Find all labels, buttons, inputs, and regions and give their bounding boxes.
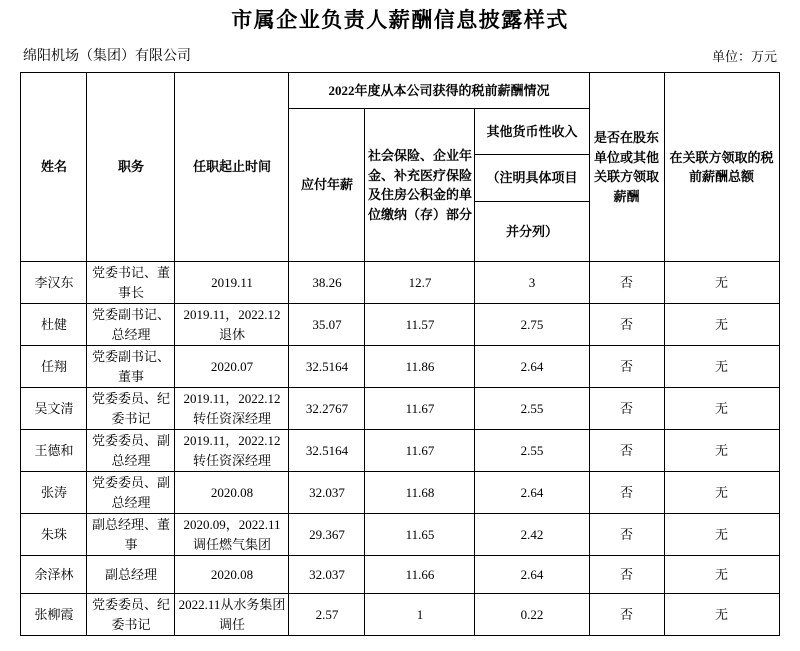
cell-term: 2020.08	[175, 556, 289, 594]
cell-insurance: 1	[365, 594, 475, 636]
cell-related-total: 无	[664, 556, 779, 594]
table-row	[21, 346, 779, 388]
cell-insurance: 11.65	[365, 514, 475, 556]
cell-other-income: 2.42	[475, 514, 589, 556]
table-row	[21, 514, 779, 556]
cell-other-income: 2.55	[475, 430, 589, 472]
cell-term: 2019.11，2022.12转任资深经理	[175, 430, 289, 472]
table-row	[21, 388, 779, 430]
cell-position: 党委副书记、总经理	[87, 304, 175, 346]
cell-insurance: 11.86	[365, 346, 475, 388]
cell-annual-salary: 32.037	[289, 472, 365, 514]
cell-related-flag: 否	[589, 594, 664, 636]
sub-header	[0, 47, 800, 66]
cell-other-income: 3	[475, 262, 589, 304]
header-cell-annual-salary: 应付年薪	[289, 109, 365, 262]
cell-position: 党委副书记、董事	[87, 346, 175, 388]
cell-related-flag: 否	[589, 262, 664, 304]
table-row	[21, 472, 779, 514]
cell-insurance: 11.57	[365, 304, 475, 346]
header-cell-other-income-2: （注明具体项目	[475, 155, 589, 202]
cell-related-flag: 否	[589, 304, 664, 346]
cell-name: 张涛	[21, 472, 87, 514]
cell-position: 副总经理	[87, 556, 175, 594]
cell-term: 2022.11从水务集团调任	[175, 594, 289, 636]
cell-other-income: 2.75	[475, 304, 589, 346]
company-name: 绵阳机场（集团）有限公司	[23, 49, 191, 64]
cell-position: 党委委员、纪委书记	[87, 594, 175, 636]
cell-position: 党委书记、董事长	[87, 262, 175, 304]
cell-other-income: 2.64	[475, 556, 589, 594]
cell-related-flag: 否	[589, 472, 664, 514]
cell-annual-salary: 32.5164	[289, 346, 365, 388]
cell-name: 任翔	[21, 346, 87, 388]
header-cell-insurance: 社会保险、企业年金、补充医疗保险及住房公积金的单位缴纳（存）部分	[365, 109, 475, 262]
table-row	[21, 304, 779, 346]
cell-name: 吴文清	[21, 388, 87, 430]
header-cell-position: 职务	[87, 73, 175, 262]
cell-other-income: 2.64	[475, 472, 589, 514]
cell-other-income: 2.55	[475, 388, 589, 430]
cell-annual-salary: 32.5164	[289, 430, 365, 472]
header-cell-salary-group: 2022年度从本公司获得的税前薪酬情况	[289, 73, 589, 109]
table-row	[21, 262, 779, 304]
header-cell-name: 姓名	[21, 73, 87, 262]
cell-other-income: 0.22	[475, 594, 589, 636]
cell-related-flag: 否	[589, 346, 664, 388]
cell-term: 2019.11	[175, 262, 289, 304]
cell-insurance: 11.67	[365, 430, 475, 472]
cell-term: 2020.08	[175, 472, 289, 514]
cell-name: 李汉东	[21, 262, 87, 304]
cell-position: 党委委员、副总经理	[87, 472, 175, 514]
cell-position: 副总经理、董事	[87, 514, 175, 556]
cell-related-flag: 否	[589, 430, 664, 472]
cell-related-flag: 否	[589, 556, 664, 594]
cell-annual-salary: 2.57	[289, 594, 365, 636]
cell-related-total: 无	[664, 514, 779, 556]
cell-related-flag: 否	[589, 514, 664, 556]
cell-name: 杜健	[21, 304, 87, 346]
cell-term: 2019.11，2022.12转任资深经理	[175, 388, 289, 430]
cell-position: 党委委员、副总经理	[87, 430, 175, 472]
unit-label: 单位：万元	[711, 49, 777, 64]
cell-name: 余泽林	[21, 556, 87, 594]
cell-annual-salary: 29.367	[289, 514, 365, 556]
header-cell-other-income-1: 其他货币性收入	[475, 109, 589, 155]
cell-annual-salary: 38.26	[289, 262, 365, 304]
cell-other-income: 2.64	[475, 346, 589, 388]
header-row-group	[21, 73, 779, 109]
table-row	[21, 556, 779, 594]
cell-related-flag: 否	[589, 388, 664, 430]
cell-term: 2020.07	[175, 346, 289, 388]
cell-term: 2020.09，2022.11调任燃气集团	[175, 514, 289, 556]
cell-name: 王德和	[21, 430, 87, 472]
header-cell-other-income-3: 并分列）	[475, 202, 589, 262]
cell-annual-salary: 35.07	[289, 304, 365, 346]
cell-term: 2019.11，2022.12退休	[175, 304, 289, 346]
cell-name: 朱珠	[21, 514, 87, 556]
cell-related-total: 无	[664, 346, 779, 388]
salary-table	[20, 72, 779, 636]
cell-name: 张柳霞	[21, 594, 87, 636]
header-cell-related-flag: 是否在股东单位或其他关联方领取薪酬	[589, 73, 664, 262]
cell-related-total: 无	[664, 430, 779, 472]
table-row	[21, 430, 779, 472]
cell-related-total: 无	[664, 304, 779, 346]
cell-related-total: 无	[664, 388, 779, 430]
table-row	[21, 594, 779, 636]
cell-annual-salary: 32.037	[289, 556, 365, 594]
header-cell-term: 任职起止时间	[175, 73, 289, 262]
cell-insurance: 11.66	[365, 556, 475, 594]
cell-position: 党委委员、纪委书记	[87, 388, 175, 430]
cell-annual-salary: 32.2767	[289, 388, 365, 430]
cell-related-total: 无	[664, 594, 779, 636]
cell-insurance: 12.7	[365, 262, 475, 304]
header-cell-related-total: 在关联方领取的税前薪酬总额	[664, 73, 779, 262]
cell-insurance: 11.68	[365, 472, 475, 514]
page-title: 市属企业负责人薪酬信息披露样式	[231, 8, 569, 32]
cell-related-total: 无	[664, 262, 779, 304]
cell-related-total: 无	[664, 472, 779, 514]
cell-insurance: 11.67	[365, 388, 475, 430]
